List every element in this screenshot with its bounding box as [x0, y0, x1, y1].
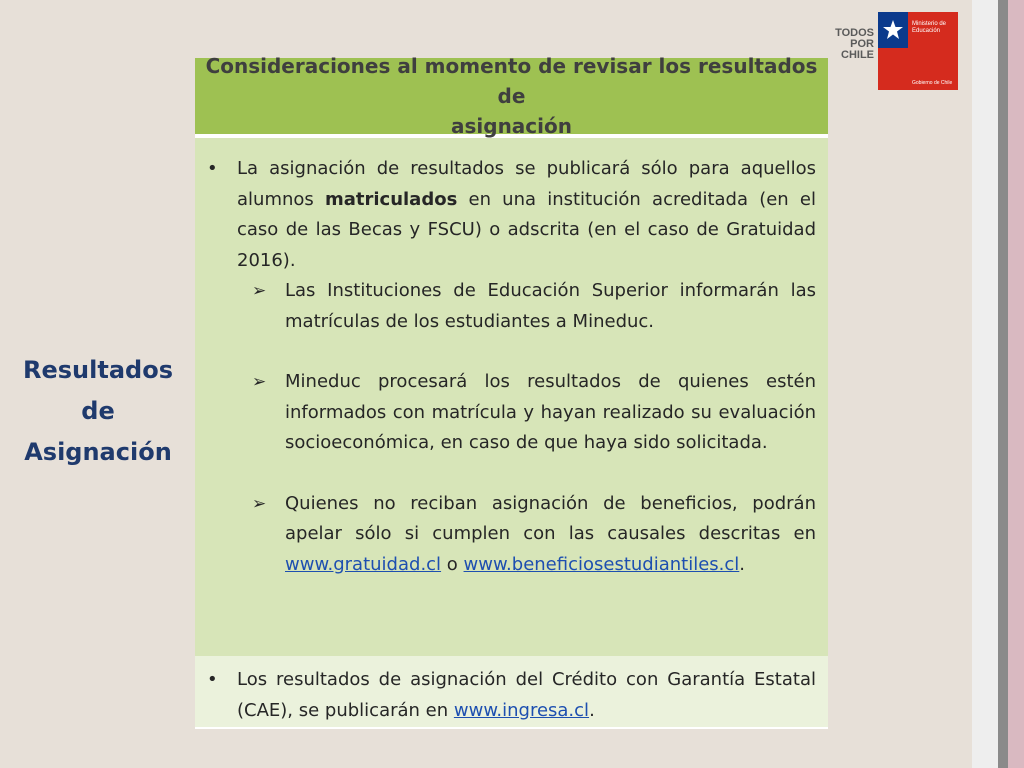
- gratuidad-link[interactable]: www.gratuidad.cl: [285, 553, 442, 575]
- bullet-icon: •: [207, 158, 218, 179]
- logo-todos: TODOS: [835, 27, 874, 39]
- gobierno-text: Gobierno de Chile: [912, 80, 953, 86]
- logo-chile: CHILE: [841, 49, 874, 61]
- bullet-icon: •: [207, 669, 218, 690]
- logo-por: POR: [850, 38, 874, 50]
- todos-por-chile-text: [832, 28, 874, 61]
- main-cell: [195, 138, 828, 656]
- ingresa-link[interactable]: www.ingresa.cl: [453, 699, 590, 721]
- bullet-text: [237, 154, 816, 276]
- ministry-name-text: Ministerio de: [912, 21, 947, 27]
- arrow-bullet-icon: ➢: [252, 281, 267, 301]
- right-border-pink: [1008, 0, 1024, 768]
- sub-item-text: Mineduc procesará los resultados de quienes estén informados con matrícula y hayan realizado su evaluación socioeconómica, en caso de que haya sido solicitada.: [285, 371, 816, 453]
- beneficios-link[interactable]: www.beneficiosestudiantiles.cl: [463, 553, 740, 575]
- bullet2-text-post: .: [589, 699, 595, 721]
- sub-item-mineduc: [252, 367, 816, 459]
- section-title-line2: de: [81, 397, 115, 425]
- arrow-bullet-icon: ➢: [252, 493, 267, 514]
- table-header-line2: asignación: [451, 114, 572, 138]
- sub3-text-mid: o: [441, 553, 464, 575]
- sub-item-institutions: [252, 276, 816, 337]
- bullet1-text-pre: La asignación de resultados se publicará sólo para aquellos alumnos: [237, 158, 816, 210]
- bullet-text: [237, 665, 816, 726]
- bullet1-text-post: en una institución acreditada (en el caso de las Becas y FSCU) o adscrita (en el caso de Gratuidad 2016).: [237, 188, 816, 271]
- table-header: [195, 54, 828, 138]
- bullet-item-publication: [207, 154, 816, 276]
- arrow-bullet-icon: ➢: [252, 372, 267, 392]
- bullet1-text-bold: matriculados: [324, 188, 458, 210]
- ministry-logo: [832, 12, 958, 92]
- section-title: [0, 350, 196, 473]
- section-title-line1: Resultados: [23, 356, 173, 384]
- sub-item-text: Las Instituciones de Educación Superior informarán las matrículas de los estudiantes a Mineduc.: [285, 280, 816, 332]
- sub3-text-post: .: [739, 553, 746, 575]
- chile-flag-emblem-icon: [878, 12, 958, 90]
- section-title-line3: Asignación: [24, 438, 172, 466]
- right-border-gray: [972, 0, 998, 768]
- bullet-item-cae: [207, 665, 816, 726]
- considerations-table: [195, 54, 828, 729]
- bullet2-text-pre: Los resultados de asignación del Crédito con Garantía Estatal (CAE), se publicarán en: [237, 669, 816, 721]
- table-header-line1: Consideraciones al momento de revisar los resultados de: [205, 54, 818, 108]
- ministry-name-text-2: Educación: [912, 28, 941, 34]
- right-border-dark: [998, 0, 1008, 768]
- footer-cell: [195, 656, 828, 729]
- sub3-text-pre: Quienes no reciban asignación de beneficios, podrán apelar sólo si cumplen con las causales descritas en: [285, 492, 816, 544]
- sub-item-text: [285, 489, 816, 581]
- sub-item-appeal: [252, 489, 816, 581]
